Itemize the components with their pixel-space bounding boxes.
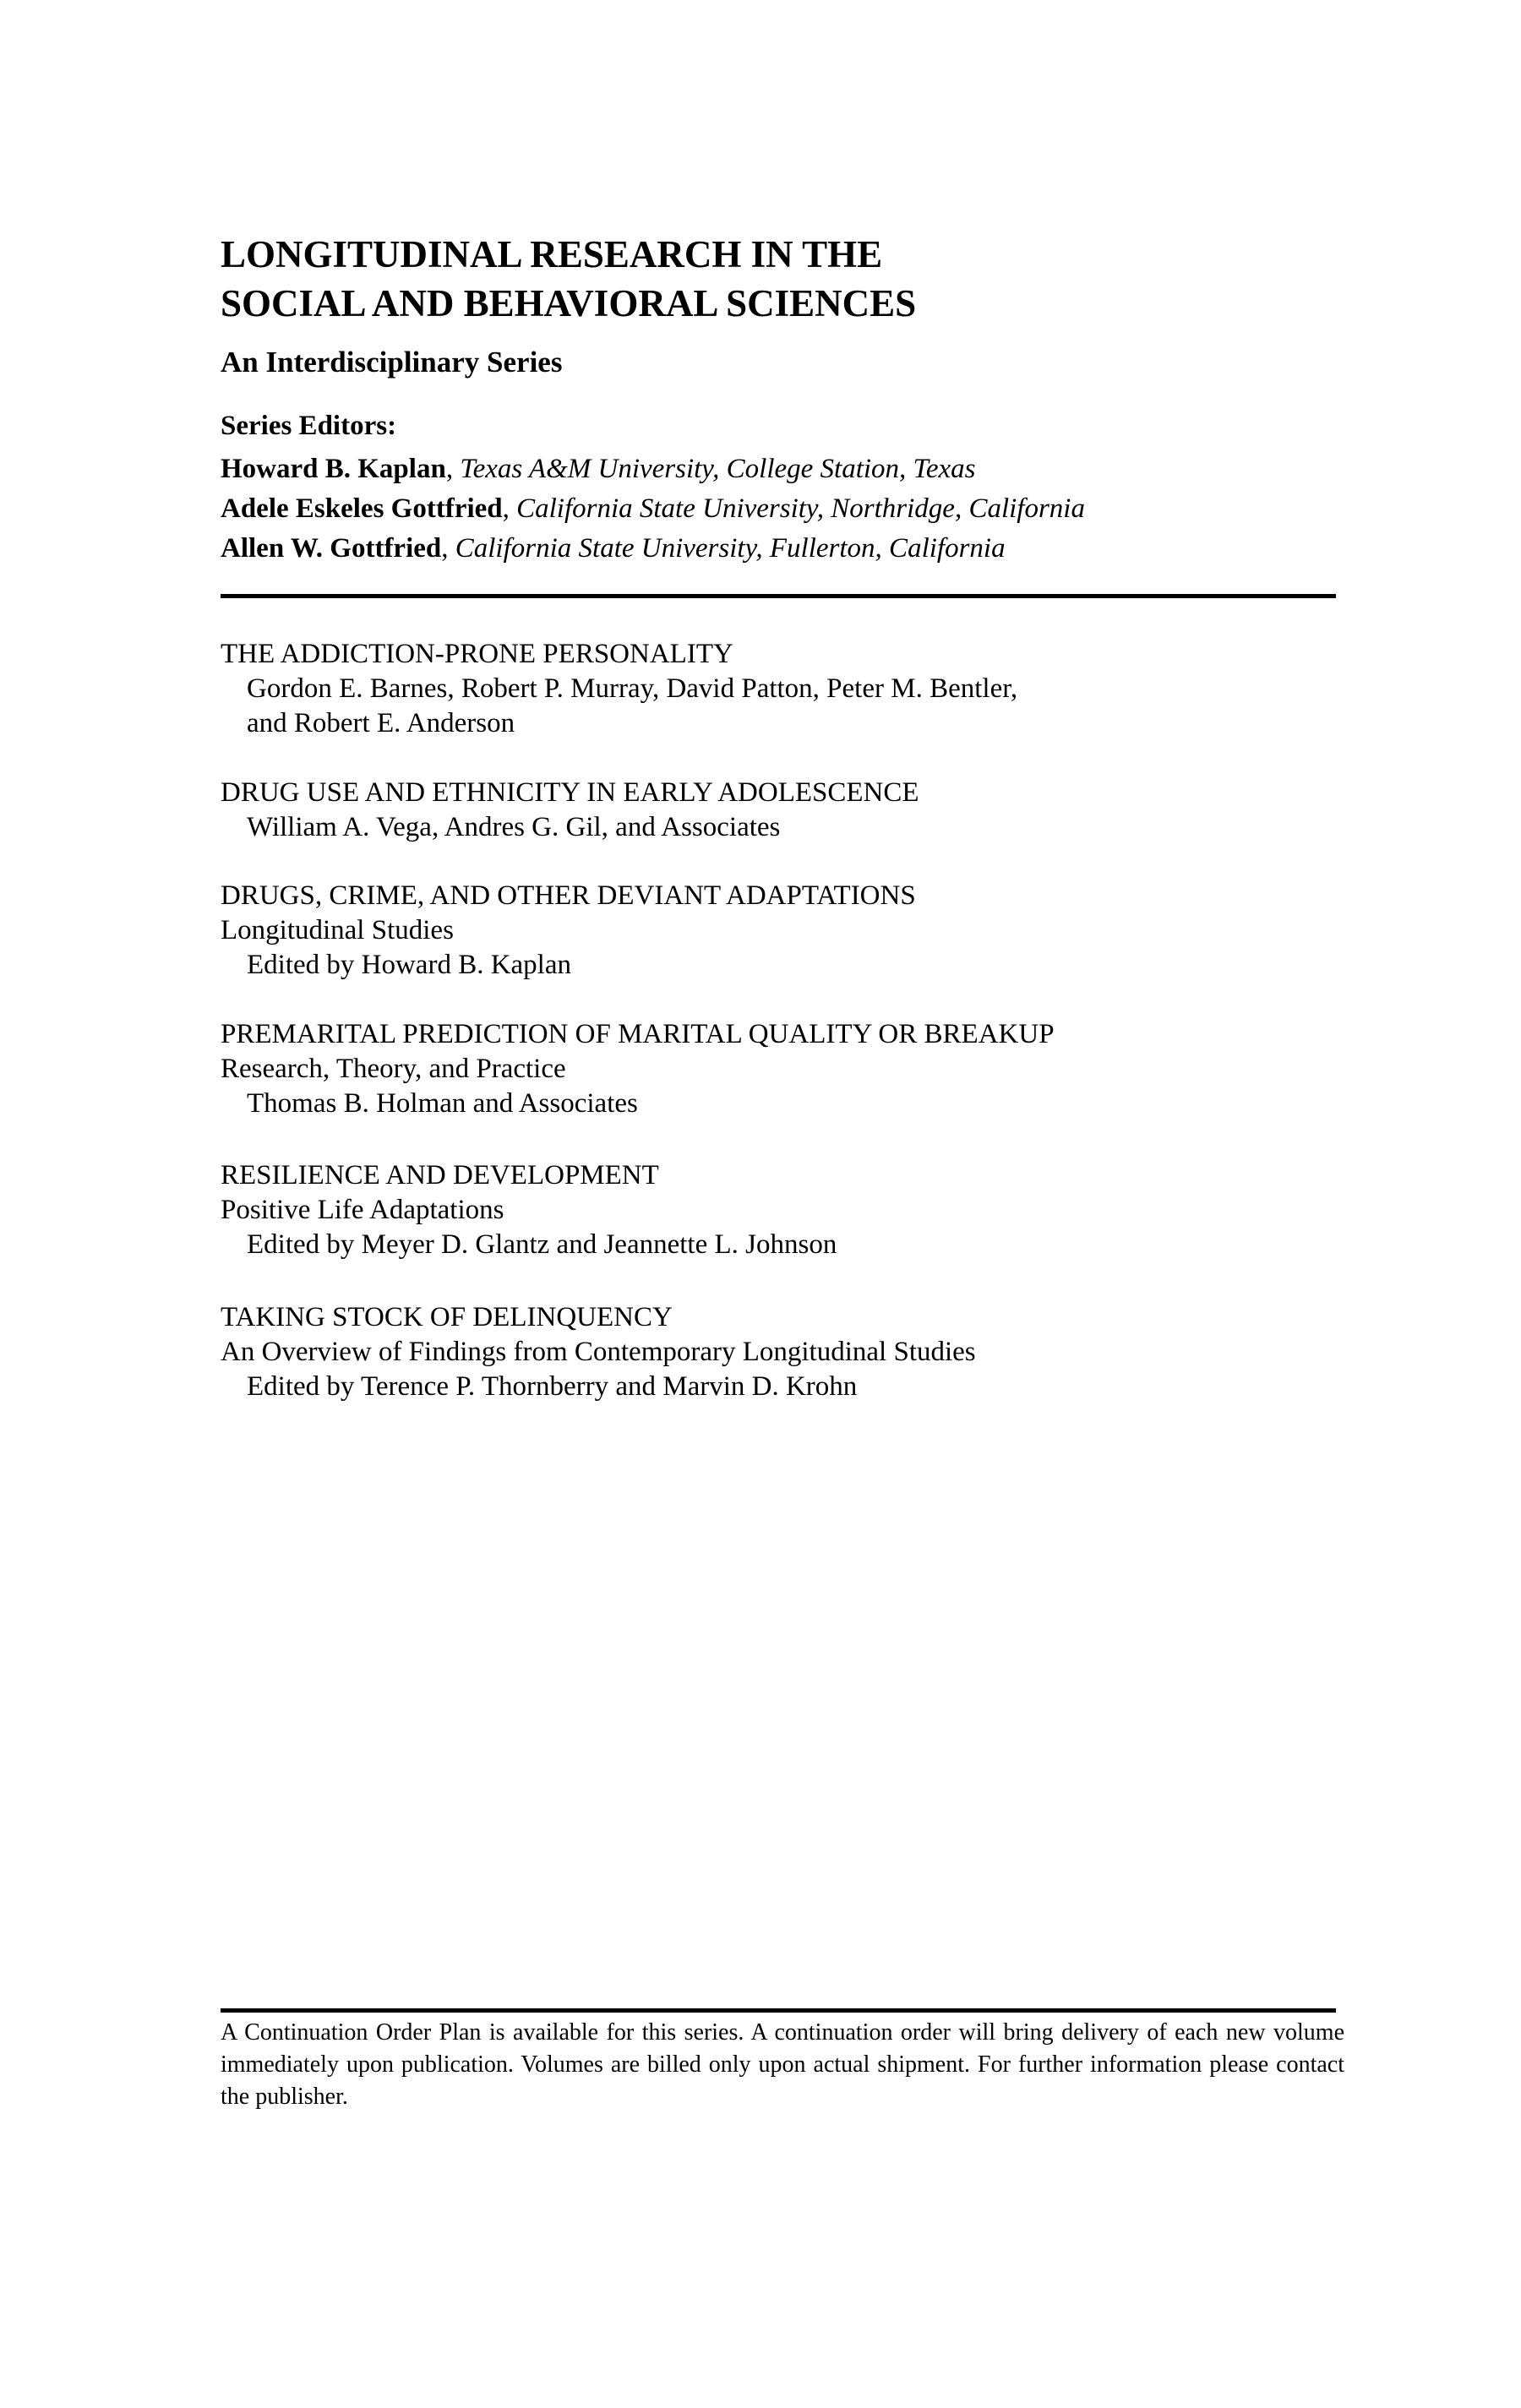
- book-entry: [221, 1158, 837, 1262]
- series-subtitle: An Interdisciplinary Series: [221, 346, 563, 379]
- series-title-line-2: SOCIAL AND BEHAVIORAL SCIENCES: [221, 282, 917, 324]
- book-entry: [221, 1300, 976, 1404]
- book-authors: Thomas B. Holman and Associates: [247, 1088, 638, 1119]
- book-title: TAKING STOCK OF DELINQUENCY: [221, 1302, 673, 1332]
- book-subtitle: An Overview of Findings from Contemporary Longitudinal Studies: [221, 1337, 976, 1367]
- book-subtitle: Positive Life Adaptations: [221, 1195, 504, 1225]
- book-title: DRUGS, CRIME, AND OTHER DEVIANT ADAPTATIONS: [221, 880, 916, 911]
- book-title: RESILIENCE AND DEVELOPMENT: [221, 1160, 659, 1190]
- book-authors: Edited by Terence P. Thornberry and Marvin D. Krohn: [247, 1371, 858, 1402]
- footer-divider: [221, 2008, 1336, 2013]
- book-entry: [221, 879, 916, 983]
- editor: Howard B. Kaplan, Texas A&M University, College Station, Texas: [221, 454, 976, 484]
- series-editors-list: [221, 449, 1085, 569]
- book-title: PREMARITAL PREDICTION OF MARITAL QUALITY OR BREAKUP: [221, 1019, 1055, 1049]
- book-authors: Edited by Meyer D. Glantz and Jeannette L. Johnson: [247, 1229, 837, 1260]
- top-divider: [221, 594, 1336, 598]
- book-authors: Edited by Howard B. Kaplan: [247, 950, 571, 980]
- series-title-line-1: LONGITUDINAL RESEARCH IN THE: [221, 233, 883, 275]
- editor-affiliation: California State University, Northridge, California: [516, 493, 1085, 524]
- book-authors: and Robert E. Anderson: [247, 708, 515, 738]
- book-title: DRUG USE AND ETHNICITY IN EARLY ADOLESCENCE: [221, 777, 919, 808]
- continuation-order-notice: A Continuation Order Plan is available for this series. A continuation order will bring delivery of each new volume immediately upon publication. Volumes are billed only upon actual shipment. For further information please contact the publisher.: [221, 2019, 1344, 2110]
- book-authors: William A. Vega, Andres G. Gil, and Associates: [247, 812, 781, 842]
- book-subtitle: Research, Theory, and Practice: [221, 1054, 566, 1084]
- editor-affiliation: Texas A&M University, College Station, Texas: [460, 454, 976, 484]
- editor-name: Allen W. Gottfried: [221, 533, 442, 564]
- book-entry: [221, 1017, 1055, 1121]
- editor-affiliation: California State University, Fullerton, California: [455, 533, 1006, 564]
- series-editors-label: Series Editors:: [221, 411, 397, 441]
- editor: Adele Eskeles Gottfried, California State University, Northridge, California: [221, 493, 1085, 524]
- book-entry: [221, 776, 919, 845]
- book-subtitle: Longitudinal Studies: [221, 915, 454, 945]
- editor-name: Adele Eskeles Gottfried: [221, 493, 503, 524]
- book-title: THE ADDICTION-PRONE PERSONALITY: [221, 639, 733, 669]
- editor: Allen W. Gottfried, California State University, Fullerton, California: [221, 533, 1006, 564]
- book-entry: [221, 637, 1017, 741]
- editor-name: Howard B. Kaplan: [221, 454, 446, 484]
- book-authors: Gordon E. Barnes, Robert P. Murray, David Patton, Peter M. Bentler,: [247, 673, 1018, 704]
- series-title: [221, 230, 916, 328]
